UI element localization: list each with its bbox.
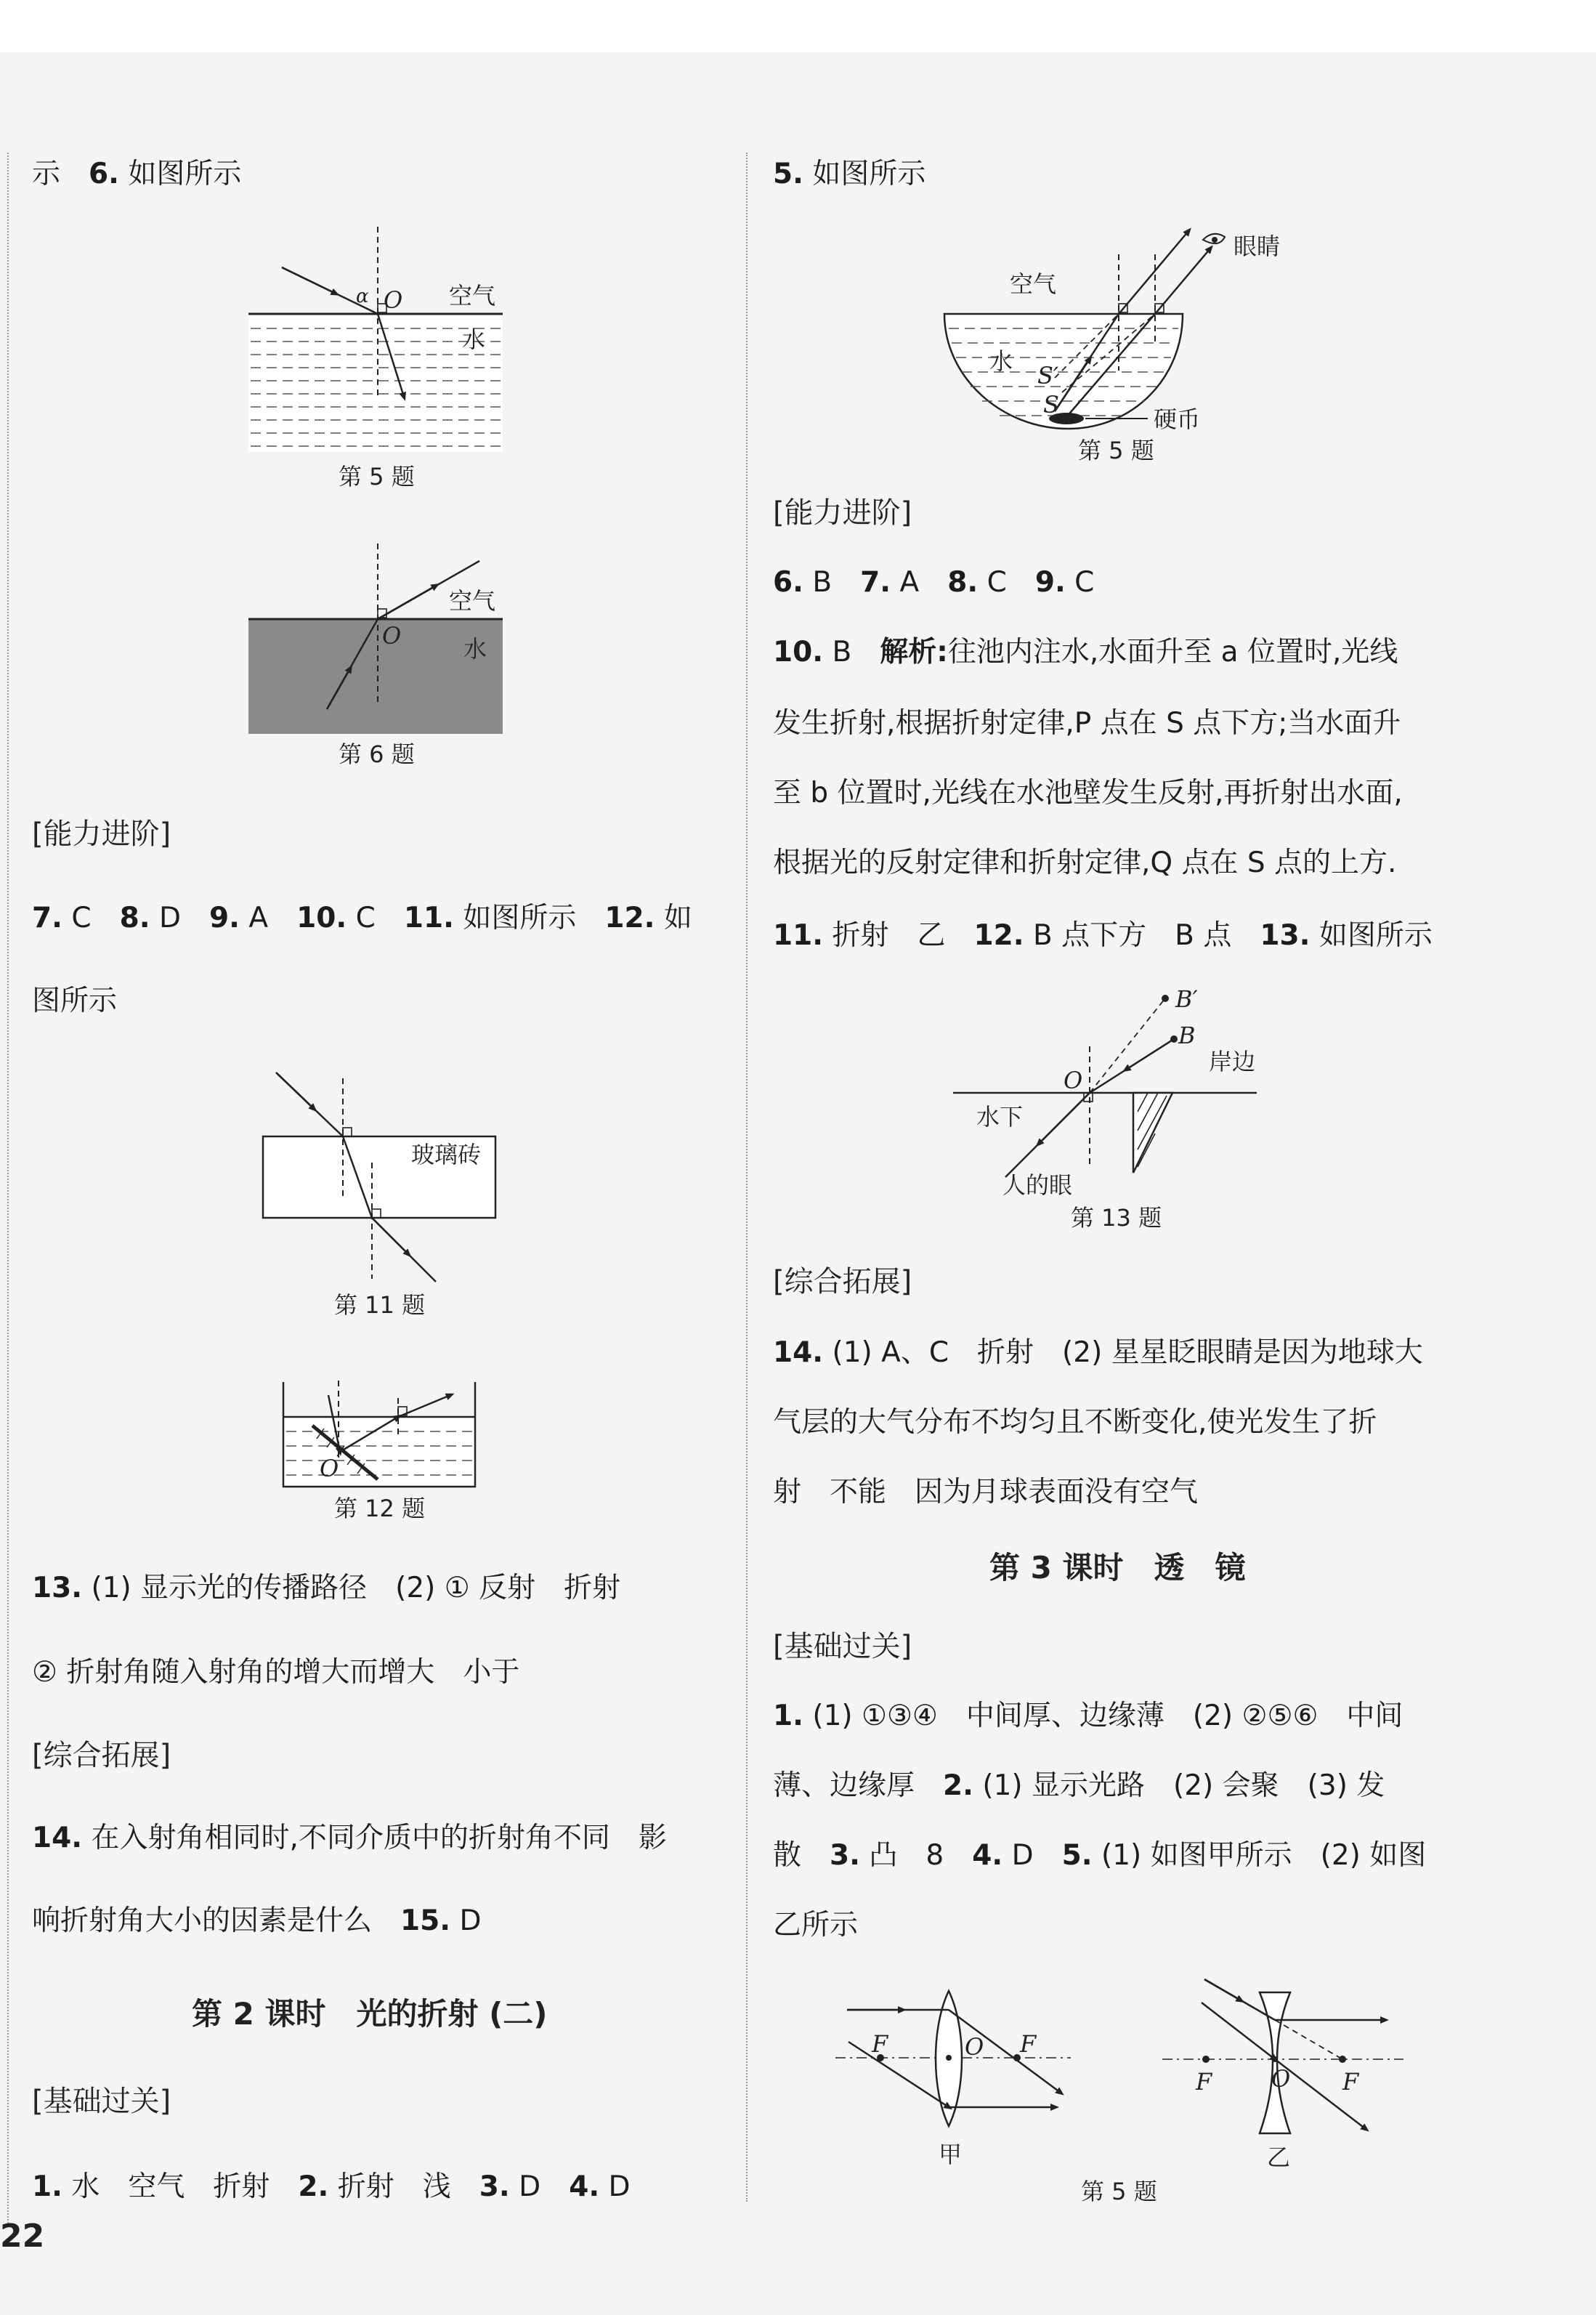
lens1-f-left: F xyxy=(872,2030,888,2058)
fig6-o-label: O xyxy=(382,622,402,650)
answer-line: 14. (1) A、C 折射 (2) 星星眨眼睛是因为地球大 xyxy=(773,1336,1423,1369)
bowl-eye-label: 眼睛 xyxy=(1234,233,1281,260)
answer-line: 薄、边缘厚 2. (1) 显示光路 (2) 会聚 (3) 发 xyxy=(773,1769,1385,1802)
answer-line: 示 6. 如图所示 xyxy=(32,158,242,190)
answer-line: 至 b 位置时,光线在水池壁发生反射,再折射出水面, xyxy=(773,777,1403,809)
lesson-title: 第 2 课时 光的折射 (二) xyxy=(192,1996,548,2032)
answer-line: 乙所示 xyxy=(773,1909,859,1942)
fig5-water-label: 水 xyxy=(462,326,486,353)
bowl-air-label: 空气 xyxy=(1010,270,1057,298)
lens2-o: O xyxy=(1271,2065,1291,2093)
fig13-o-label: O xyxy=(1064,1067,1083,1094)
fig13-diagram xyxy=(953,985,1257,1199)
fig13-bprime-label: B′ xyxy=(1175,985,1198,1013)
answer-line: 散 3. 凸 8 4. D 5. (1) 如图甲所示 (2) 如图 xyxy=(773,1839,1427,1872)
fig12-o-label: O xyxy=(320,1455,339,1482)
fig6-water-label: 水 xyxy=(463,635,487,663)
page-number: 22 xyxy=(0,2218,45,2255)
bowl-water-label: 水 xyxy=(989,347,1013,375)
answer-line: 5. 如图所示 xyxy=(773,158,926,190)
section-heading: [能力进阶] xyxy=(773,496,912,530)
fig6-caption: 第 6 题 xyxy=(339,740,415,768)
answer-line: 图所示 xyxy=(32,985,118,1017)
answer-line: 6. B 7. A 8. C 9. C xyxy=(773,566,1095,599)
fig13-eye-label: 人的眼 xyxy=(1002,1171,1073,1199)
lens2-f-left: F xyxy=(1196,2068,1212,2096)
fig12-caption: 第 12 题 xyxy=(334,1495,426,1522)
lens-caption: 第 5 题 xyxy=(1081,2178,1157,2205)
answer-line: 1. 水 空气 折射 2. 折射 浅 3. D 4. D xyxy=(32,2170,631,2203)
answer-line: 气层的大气分布不均匀且不断变化,使光发生了折 xyxy=(773,1406,1377,1439)
section-heading: [基础过关] xyxy=(773,1630,912,1663)
bowl-caption: 第 5 题 xyxy=(1078,437,1154,464)
fig5-air-label: 空气 xyxy=(449,282,496,310)
lens2-f-right: F xyxy=(1342,2068,1359,2096)
fig-concave-lens-diagram xyxy=(1162,1979,1403,2171)
fig11-caption: 第 11 题 xyxy=(334,1291,426,1319)
fig-convex-lens-diagram xyxy=(835,1991,1071,2168)
answer-line: 13. (1) 显示光的传播路径 (2) ① 反射 折射 xyxy=(32,1572,621,1604)
fig6-diagram xyxy=(248,544,503,734)
bowl-s-prime-label: S′ xyxy=(1037,362,1059,389)
answer-line: 响折射角大小的因素是什么 15. D xyxy=(32,1904,482,1937)
fig13-shore-label: 岸边 xyxy=(1209,1048,1256,1075)
fig11-diagram xyxy=(263,1072,495,1282)
fig-bowl-diagram xyxy=(944,231,1280,433)
section-heading: [基础过关] xyxy=(32,2085,171,2118)
fig5-caption: 第 5 题 xyxy=(339,463,415,490)
answer-line: 10. B 解析:往池内注水,水面升至 a 位置时,光线 xyxy=(773,636,1398,668)
answer-line: 1. (1) ①③④ 中间厚、边缘薄 (2) ②⑤⑥ 中间 xyxy=(773,1700,1403,1732)
answer-line: 根据光的反射定律和折射定律,Q 点在 S 点的上方. xyxy=(773,847,1397,879)
section-heading: [综合拓展] xyxy=(773,1265,912,1298)
fig13-b-label: B xyxy=(1178,1022,1196,1049)
bowl-coin-label: 硬币 xyxy=(1154,405,1201,433)
lesson-title: 第 3 课时 透 镜 xyxy=(989,1550,1246,1585)
answer-line: 14. 在入射角相同时,不同介质中的折射角不同 影 xyxy=(32,1822,667,1854)
fig6-air-label: 空气 xyxy=(449,587,496,615)
fig5-o-label: O xyxy=(384,286,403,314)
answer-line: 射 不能 因为月球表面没有空气 xyxy=(773,1476,1199,1508)
fig12-diagram xyxy=(283,1381,475,1487)
lens1-o: O xyxy=(965,2033,984,2061)
bowl-s-label: S xyxy=(1043,391,1059,419)
section-heading: [能力进阶] xyxy=(32,817,171,851)
fig5-alpha-label: α xyxy=(356,286,369,307)
fig5-diagram xyxy=(248,227,503,452)
section-heading: [综合拓展] xyxy=(32,1739,171,1772)
fig13-caption: 第 13 题 xyxy=(1071,1204,1162,1232)
fig11-glass-label: 玻璃砖 xyxy=(411,1141,482,1168)
answer-line: 11. 折射 乙 12. B 点下方 B 点 13. 如图所示 xyxy=(773,919,1433,952)
answer-line: ② 折射角随入射角的增大而增大 小于 xyxy=(32,1656,520,1689)
lens2-yi-label: 乙 xyxy=(1267,2144,1291,2171)
lens1-f-right: F xyxy=(1020,2030,1037,2058)
fig13-underwater-label: 水下 xyxy=(976,1103,1024,1131)
answer-line: 7. C 8. D 9. A 10. C 11. 如图所示 12. 如 xyxy=(32,902,692,934)
answer-line: 发生折射,根据折射定律,P 点在 S 点下方;当水面升 xyxy=(773,707,1401,740)
lens1-jia-label: 甲 xyxy=(939,2141,963,2168)
